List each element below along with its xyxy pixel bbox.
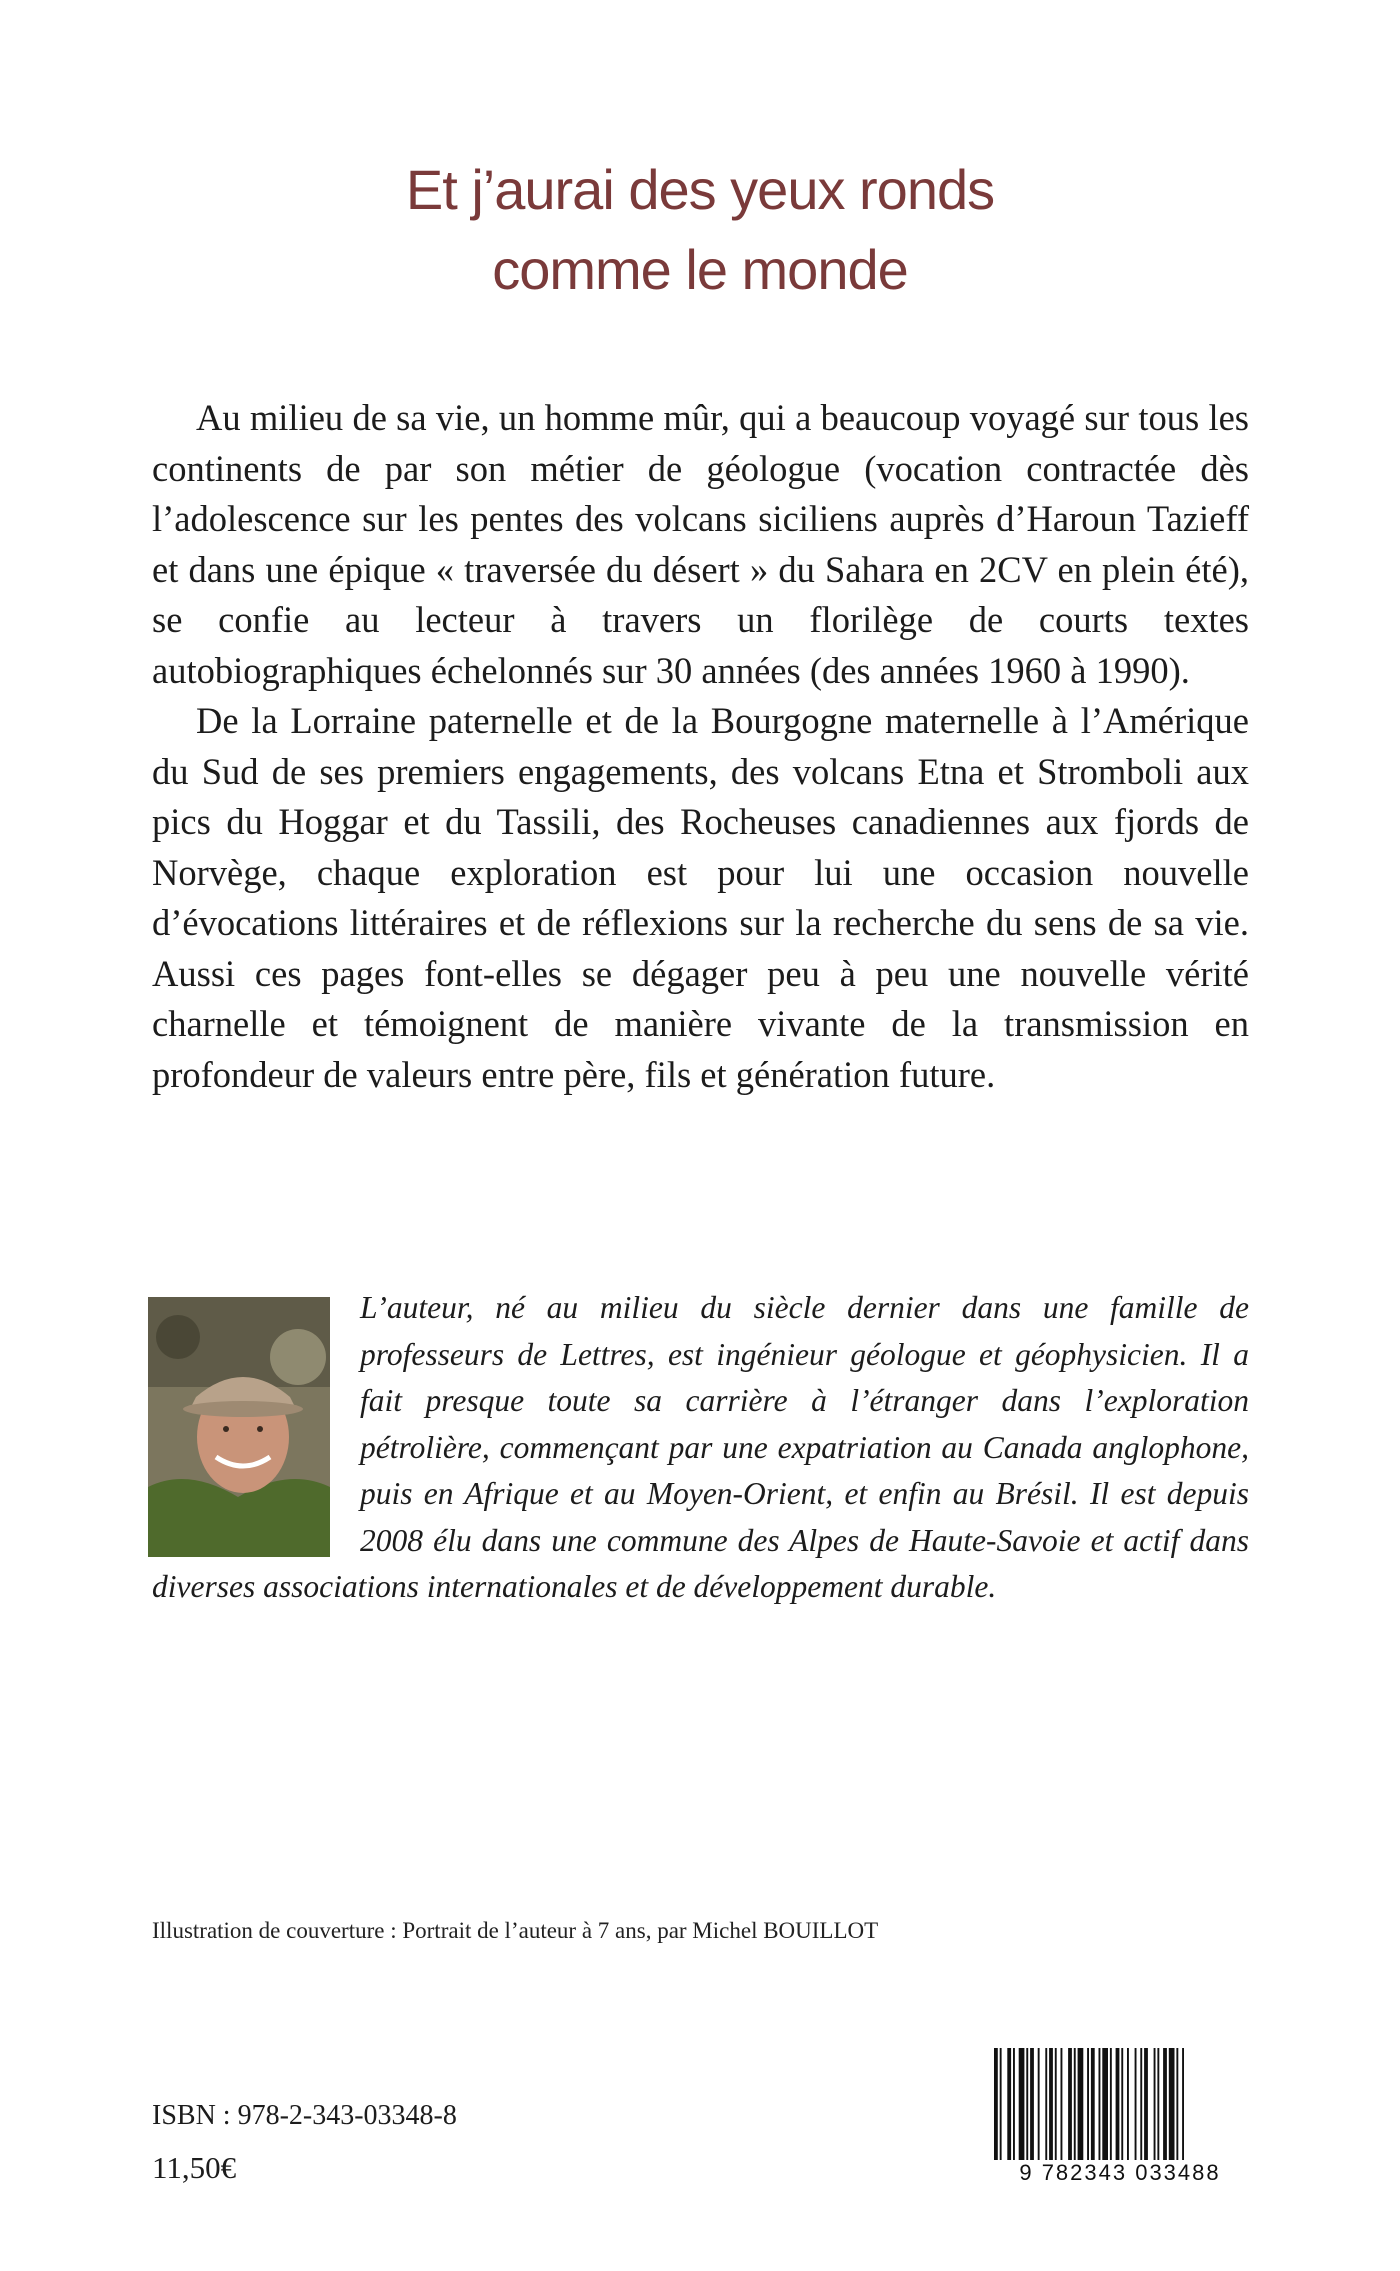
book-summary xyxy=(152,393,1249,1100)
book-title-line-2: comme le monde xyxy=(492,238,908,301)
cover-illustration-credit: Illustration de couverture : Portrait de l’auteur à 7 ans, par Michel BOUILLOT xyxy=(152,1918,879,1943)
barcode-digits: 9 782343 033488 xyxy=(990,2160,1250,2186)
price: 11,50€ xyxy=(152,2150,237,2185)
book-title-line-1: Et j’aurai des yeux ronds xyxy=(405,158,995,221)
book-title xyxy=(0,150,1400,310)
photo-spacer xyxy=(152,1285,360,1561)
author-bio-block xyxy=(152,1285,1249,1611)
summary-paragraph-1: Au milieu de sa vie, un homme mûr, qui a beaucoup voyagé sur tous les continents de par son métier de géologue (vocation contractée dès l’adolescence sur les pentes des volcans siciliens auprès d’Haroun Tazieff et dans une épique « traversée du désert » du Sahara en 2CV en plein été), se confie au lecteur à travers un florilège de courts textes autobiographiques échelonnés sur 30 années (des années 1960 à 1990). xyxy=(152,397,1249,691)
isbn: ISBN : 978-2-343-03348-8 xyxy=(152,2100,457,2131)
author-bio: L’auteur, né au milieu du siècle dernier dans une famille de professeurs de Lettres, est ingénieur géologue et géophysicien. Il a fait presque toute sa carrière à l’étranger dans l’exploration pétrolière, commençant par une expatriation au Canada anglophone, puis en Afrique et au Moyen-Orient, et enfin au Brésil. Il est depuis 2008 élu dans une commune des Alpes de Haute-Savoie et actif dans diverses associations internationales et de développement durable. xyxy=(152,1290,1249,1604)
barcode xyxy=(990,2048,1250,2172)
summary-paragraph-2: De la Lorraine paternelle et de la Bourgogne maternelle à l’Amérique du Sud de ses premiers engagements, des volcans Etna et Stromboli aux pics du Hoggar et du Tassili, des Rocheuses canadiennes aux fjords de Norvège, chaque exploration est pour lui une occasion nouvelle d’évocations littéraires et de réflexions sur la recherche du sens de sa vie. Aussi ces pages font-elles se dégager peu à peu une nouvelle vérité charnelle et témoignent de manière vivante de la transmission en profondeur de valeurs entre père, fils et génération future. xyxy=(152,700,1249,1095)
